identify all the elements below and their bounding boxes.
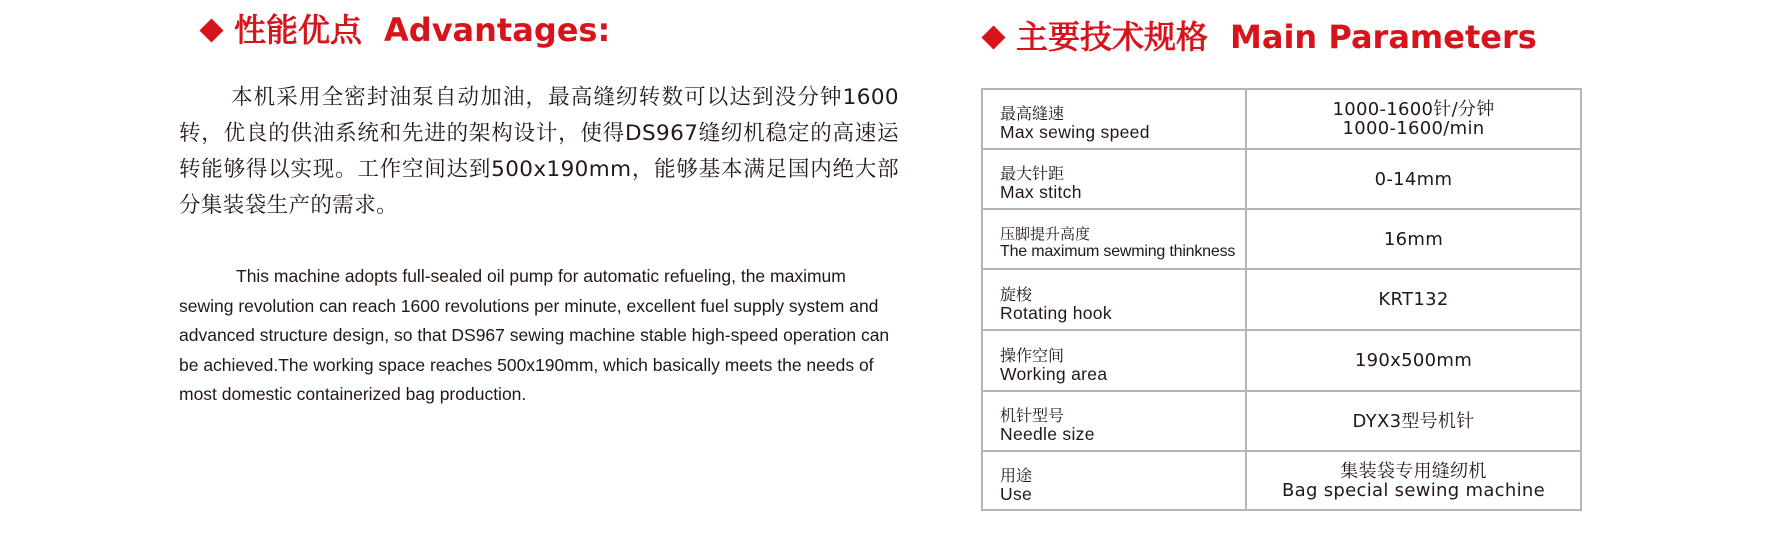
param-value-cell xyxy=(1246,330,1581,391)
table-row xyxy=(982,451,1581,510)
param-value-primary: DYX3型号机针 xyxy=(1352,410,1475,432)
param-value-primary: 1000-1600针/分钟 xyxy=(1332,99,1495,120)
table-row xyxy=(982,149,1581,209)
param-label-en: Max sewing speed xyxy=(1000,122,1150,142)
param-label-cn: 最高缝速 xyxy=(1000,104,1065,123)
param-label-cell xyxy=(982,149,1246,209)
param-label-en: Rotating hook xyxy=(1000,302,1112,323)
table-row xyxy=(982,391,1581,451)
table-row xyxy=(982,330,1581,391)
param-label-cn: 机针型号 xyxy=(1000,406,1065,425)
param-label-cell xyxy=(982,330,1246,391)
param-label-cell xyxy=(982,269,1246,330)
table-row xyxy=(982,89,1581,149)
param-value-cell xyxy=(1246,209,1581,269)
param-label-en: Max stitch xyxy=(1000,182,1082,202)
param-label-cell xyxy=(982,209,1246,269)
diamond-bullet-icon xyxy=(981,25,1005,49)
param-value-secondary: Bag special sewing machine xyxy=(1282,479,1545,501)
param-value-primary: 190x500mm xyxy=(1354,350,1473,371)
param-value-cell xyxy=(1246,451,1581,510)
advantages-heading xyxy=(203,10,610,50)
table-row xyxy=(982,209,1581,269)
param-label-en: Working area xyxy=(1000,363,1108,384)
param-label-cn: 压脚提升高度 xyxy=(1000,225,1091,243)
param-value-secondary: 1000-1600/min xyxy=(1342,118,1485,139)
parameters-heading-cn: 主要技术规格 xyxy=(1016,18,1209,56)
param-label-cn: 旋梭 xyxy=(1000,284,1033,304)
param-label-cell xyxy=(982,391,1246,451)
param-value-primary: 16mm xyxy=(1383,228,1444,250)
param-value-primary: KRT132 xyxy=(1378,289,1449,310)
table-row xyxy=(982,269,1581,330)
param-label-cn: 操作空间 xyxy=(1000,345,1065,365)
advantages-heading-cn: 性能优点 xyxy=(234,11,363,49)
parameters-table xyxy=(981,88,1582,511)
param-value-cell xyxy=(1246,89,1581,149)
parameters-heading xyxy=(985,17,1537,57)
param-label-cn: 用途 xyxy=(1000,465,1033,485)
param-value-cell xyxy=(1246,391,1581,451)
param-label-en: The maximum sewming thinkness xyxy=(1000,243,1236,260)
param-value-primary: 0-14mm xyxy=(1374,168,1453,190)
param-label-cell xyxy=(982,89,1246,149)
param-label-en: Needle size xyxy=(1000,424,1095,444)
diamond-bullet-icon xyxy=(199,18,223,42)
param-label-cell xyxy=(982,451,1246,510)
param-label-cn: 最大针距 xyxy=(1000,164,1065,183)
advantages-paragraph-en: This machine adopts full-sealed oil pump for automatic refueling, the maximum sewing revolution can reach 1600 revolutions per minute, excellent fuel supply system and advanced structure design, so that DS967 sewing machine stable high-speed operation can be achieved.The working space reaches 500x190mm, which basically meets the needs of most domestic containerized bag production. xyxy=(179,266,890,404)
param-value-primary: 集装袋专用缝纫机 xyxy=(1340,460,1487,482)
param-value-cell xyxy=(1246,149,1581,209)
advantages-paragraph-cn: 本机采用全密封油泵自动加油，最高缝纫转数可以达到没分钟1600转，优良的供油系统和先进的架构设计，使得DS967缝纫机稳定的高速运转能够得以实现。工作空间达到500x190mm，能够基本满足国内绝大部分集装袋生产的需求。 xyxy=(179,85,899,218)
param-label-en: Use xyxy=(1000,483,1033,504)
param-value-cell xyxy=(1246,269,1581,330)
advantages-heading-en: Advantages: xyxy=(384,11,611,49)
parameters-heading-en: Main Parameters xyxy=(1230,18,1537,56)
